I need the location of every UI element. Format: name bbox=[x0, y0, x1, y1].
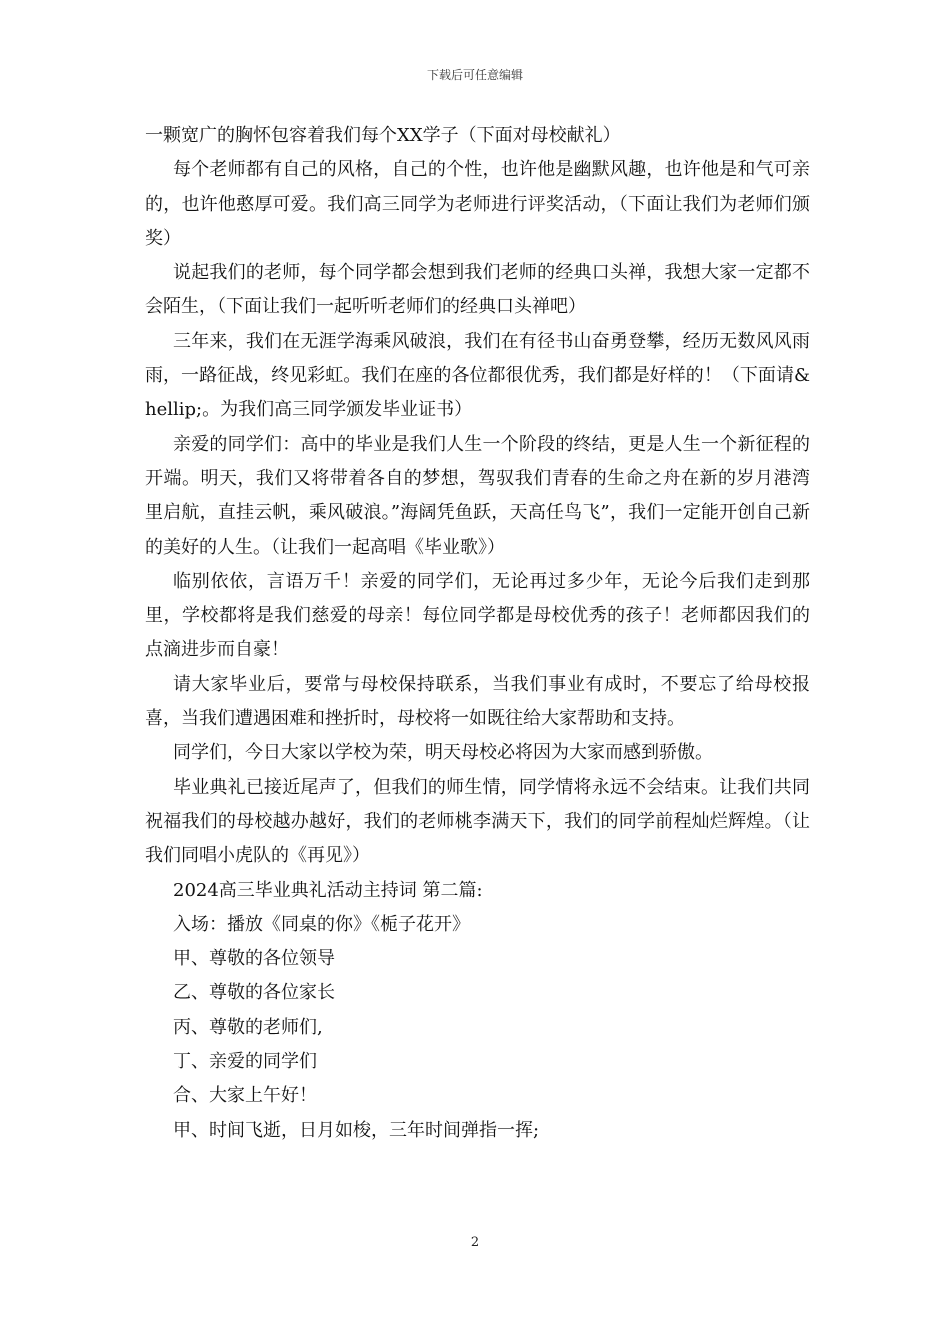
paragraph: 一颗宽广的胸怀包容着我们每个XX学子（下面对母校献礼） bbox=[145, 125, 621, 146]
paragraph: 亲爱的同学们：高中的毕业是我们人生一个阶段的终结，更是人生一个新征程的开端。明天，我们又将带着各自的梦想，驾驭我们青春的生命之舟在新的岁月港湾里启航，直挂云帆，乘风破浪。”海阔凭鱼跃，天高任鸟飞”，我们一定能开创自己新的美好的人生。（让我们一起高唱《毕业歌》） bbox=[145, 433, 810, 558]
dialogue-line: 甲、尊敬的各位领导 bbox=[173, 948, 335, 970]
dialogue-line: 甲、时间飞逝，日月如梭，三年时间弹指一挥; bbox=[173, 1119, 540, 1141]
paragraph: 入场：播放《同桌的你》《栀子花开》 bbox=[173, 913, 470, 935]
paragraph: 毕业典礼已接近尾声了，但我们的师生情，同学情将永远不会结束。让我们共同祝福我们的母校越办越好，我们的老师桃李满天下，我们的同学前程灿烂辉煌。（让我们同唱小虎队的《再见》） bbox=[145, 776, 810, 867]
section-heading: 2024高三毕业典礼活动主持词 第二篇: bbox=[173, 879, 483, 901]
paragraph: 请大家毕业后，要常与母校保持联系，当我们事业有成时，不要忘了给母校报喜，当我们遭遇困难和挫折时，母校将一如既往给大家帮助和支持。 bbox=[145, 673, 810, 730]
paragraph: 说起我们的老师，每个同学都会想到我们老师的经典口头禅，我想大家一定都不会陌生，（下面让我们一起听听老师们的经典口头禅吧） bbox=[145, 262, 810, 318]
paragraph: 每个老师都有自己的风格，自己的个性，也许他是幽默风趣，也许他是和气可亲的，也许他憨厚可爱。我们高三同学为老师进行评奖活动，（下面让我们为老师们颁奖） bbox=[145, 159, 810, 249]
paragraph: 临别依依，言语万千！亲爱的同学们，无论再过多少年，无论今后我们走到那里，学校都将是我们慈爱的母亲！每位同学都是母校优秀的孩子！老师都因我们的点滴进步而自豪！ bbox=[145, 570, 810, 661]
dialogue-line: 合、大家上午好！ bbox=[173, 1085, 317, 1107]
dialogue-line: 丙、尊敬的老师们, bbox=[173, 1016, 323, 1038]
page-header: 下载后可任意编辑 bbox=[426, 68, 523, 82]
dialogue-line: 丁、亲爱的同学们 bbox=[173, 1051, 317, 1073]
page-number: 2 bbox=[470, 1235, 480, 1250]
document-body bbox=[145, 119, 810, 1148]
paragraph: 同学们，今日大家以学校为荣，明天母校必将因为大家而感到骄傲。 bbox=[173, 742, 713, 764]
paragraph: 三年来，我们在无涯学海乘风破浪，我们在有径书山奋勇登攀，经历无数风风雨雨，一路征战，终见彩虹。我们在座的各位都很优秀，我们都是好样的！（下面请&hellip;。为我们高三同学颁发毕业证书） bbox=[145, 330, 810, 421]
dialogue-line: 乙、尊敬的各位家长 bbox=[173, 982, 335, 1004]
